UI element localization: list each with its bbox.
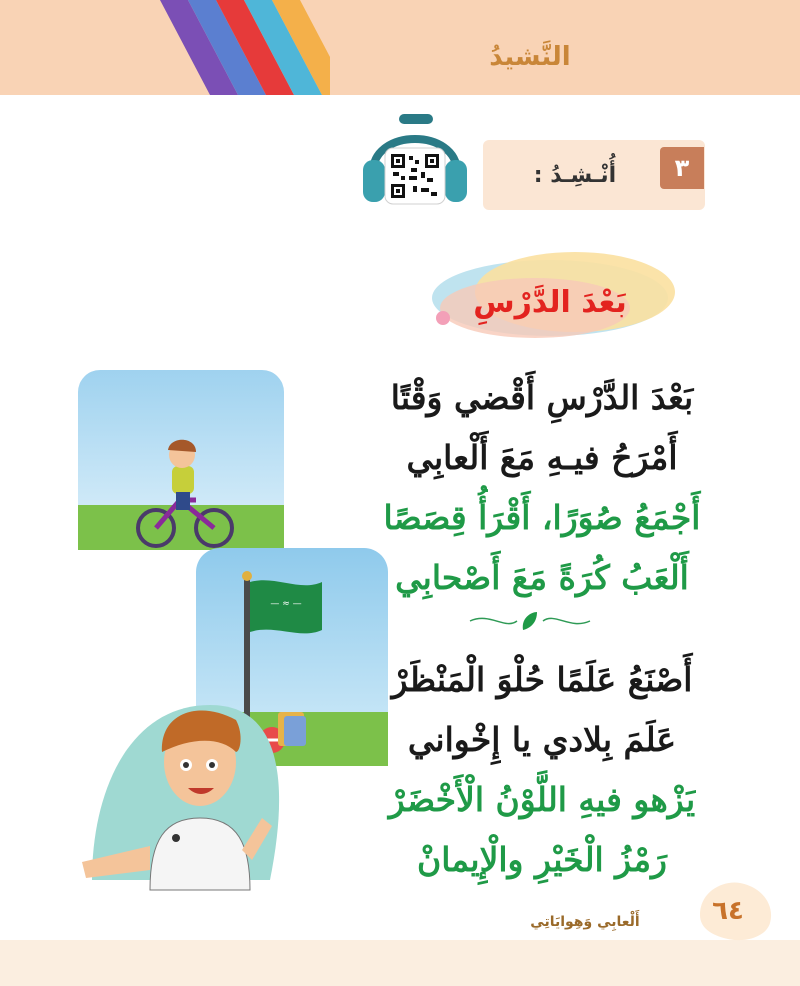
verse-3: أَجْمَعُ صُوَرًا، أَقْرَأُ قِصَصًا <box>383 498 701 537</box>
page-number: ٦٤ <box>712 896 744 926</box>
verse-7: يَزْهو فيهِ اللَّوْنُ الْأَخْضَرْ <box>388 780 696 819</box>
poem-title: بَعْدَ الدَّرْسِ <box>473 285 627 320</box>
verse-8: رَمْزُ الْخَيْرِ والْإِيمانْ <box>417 840 667 879</box>
instruction-text: أُنْـشِـدُ : <box>533 163 617 188</box>
svg-text:— ≈ —: — ≈ — <box>270 599 302 609</box>
boy-illustration <box>82 705 279 890</box>
verse-5: أَصْنَعُ عَلَمًا حُلْوَ الْمَنْظَرْ <box>391 660 693 699</box>
unit-name: أَلْعابِي وَهِوايَاتِي <box>530 914 640 930</box>
verse-1: بَعْدَ الدَّرْسِ أَقْضي وَقْتًا <box>390 378 694 417</box>
verse-6: عَلَمَ بِلادي يا إِخْواني <box>407 720 677 759</box>
verse-4: أَلْعَبُ كُرَةً مَعَ أَصْحابِي <box>395 558 689 597</box>
verse-2: أَمْرَحُ فيـهِ مَعَ أَلْعابِي <box>406 438 678 477</box>
footer-band <box>0 940 800 986</box>
instruction-number: ٣ <box>660 147 704 189</box>
boy-on-bicycle-illustration <box>78 370 284 550</box>
page-title: النَّشيدُ <box>489 42 571 72</box>
